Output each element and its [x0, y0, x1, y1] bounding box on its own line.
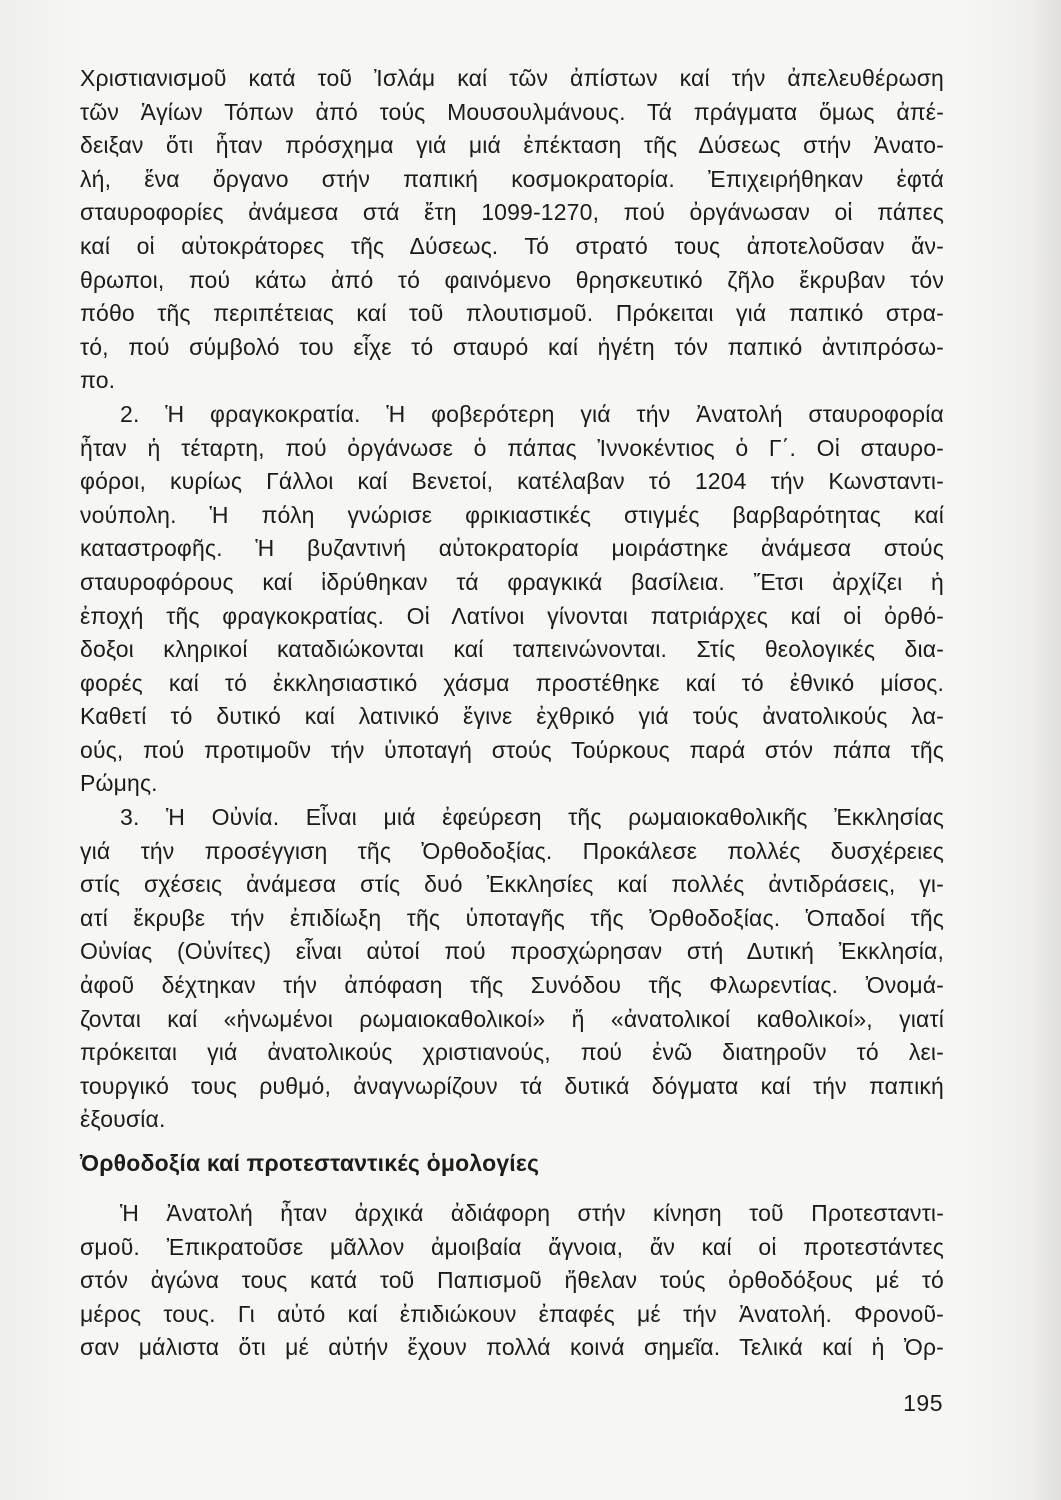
text-line: στόν ἀγώνα τους κατά τοῦ Παπισμοῦ ἤθελαν τούς ὀρθοδόξους μέ τό [80, 1267, 944, 1294]
text-line: σαν μάλιστα ὅτι μέ αὐτήν ἔχουν πολλά κοινά σημεῖα. Τελικά καί ἡ Ὀρ- [80, 1334, 944, 1361]
text-line: 2. Ἡ φραγκοκρατία. Ἡ φοβερότερη γιά τήν Ἀνατολή σταυροφορία [120, 400, 944, 427]
text-line: σμοῦ. Ἐπικρατοῦσε μᾶλλον ἀμοιβαία ἄγνοια, ἄν καί οἱ προτεστάντες [80, 1233, 944, 1260]
text-line: πο. [80, 367, 116, 394]
text-line: θρωποι, πού κάτω ἀπό τό φαινόμενο θρησκευτικό ζῆλο ἔκρυβαν τόν [80, 266, 944, 293]
text-line: σταυροφορίες ἀνάμεσα στά ἔτη 1099-1270, πού ὀργάνωσαν οἱ πάπες [80, 199, 944, 226]
text-line: καταστροφῆς. Ἡ βυζαντινή αὐτοκρατορία μοιράστηκε ἀνάμεσα στούς [80, 535, 944, 562]
text-line: στίς σχέσεις ἀνάμεσα στίς δυό Ἐκκλησίες καί πολλές ἀντιδράσεις, γι- [80, 871, 944, 898]
text-line: καί οἱ αὐτοκράτορες τῆς Δύσεως. Τό στρατό τους ἀποτελοῦσαν ἄν- [80, 232, 944, 259]
text-line: Χριστιανισμοῦ κατά τοῦ Ἰσλάμ καί τῶν ἀπίστων καί τήν ἀπελευθέρωση [80, 65, 944, 91]
text-line: δοξοι κληρικοί καταδιώκονται καί ταπεινώνονται. Στίς θεολογικές δια- [80, 636, 944, 663]
section-heading: Ὀρθοδοξία καί προτεσταντικές ὁμολογίες [80, 1150, 540, 1176]
text-line: φόροι, κυρίως Γάλλοι καί Βενετοί, κατέλαβαν τό 1204 τήν Κωνσταντι- [80, 468, 944, 495]
text-line: τό, πού σύμβολό του εἶχε τό σταυρό καί ἡγέτη τόν παπικό ἀντιπρόσω- [80, 333, 944, 360]
text-line: ζονται καί «ἡνωμένοι ρωμαιοκαθολικοί» ἤ «ἀνατολικοί καθολικοί», γιατί [80, 1005, 944, 1032]
text-line: φορές καί τό ἐκκλησιαστικό χάσμα προστέθηκε καί τό ἐθνικό μίσος. [80, 669, 944, 696]
body-text-section-2 [80, 1197, 944, 1365]
text-line: Ἡ Ἀνατολή ἦταν ἀρχικά ἀδιάφορη στήν κίνηση τοῦ Προτεσταντι- [120, 1200, 944, 1226]
text-line: ούς, πού προτιμοῦν τήν ὑποταγή στούς Τούρκους παρά στόν πάπα τῆς [80, 736, 944, 763]
body-text-section-1 [80, 62, 944, 1137]
text-line: πρόκειται γιά ἀνατολικούς χριστιανούς, πού ἐνῶ διατηροῦν τό λει- [80, 1039, 944, 1066]
text-line: ἀφοῦ δέχτηκαν τήν ἀπόφαση τῆς Συνόδου τῆς Φλωρεντίας. Ὀνομά- [80, 972, 944, 999]
text-line: 3. Ἡ Οὐνία. Εἶναι μιά ἐφεύρεση τῆς ρωμαιοκαθολικῆς Ἐκκλησίας [120, 804, 944, 831]
text-line: Οὐνίας (Οὐνίτες) εἶναι αὐτοί πού προσχώρησαν στή Δυτική Ἐκκλησία, [80, 938, 944, 965]
text-line: μέρος τους. Γι αὐτό καί ἐπιδιώκουν ἐπαφές μέ τήν Ἀνατολή. Φρονοῦ- [80, 1300, 944, 1327]
text-line: ἐποχή τῆς φραγκοκρατίας. Οἱ Λατίνοι γίνονται πατριάρχες καί οἱ ὀρθό- [80, 602, 944, 629]
text-line: σταυροφόρους καί ἱδρύθηκαν τά φραγκικά βασίλεια. Ἔτσι ἀρχίζει ἡ [80, 568, 944, 595]
text-line: πόθο τῆς περιπέτειας καί τοῦ πλουτισμοῦ. Πρόκειται γιά παπικό στρα- [80, 300, 944, 327]
page-edge-shadow [1031, 0, 1061, 1500]
text-line: τουργικό τους ρυθμό, ἀναγνωρίζουν τά δυτικά δόγματα καί τήν παπική [80, 1072, 944, 1099]
text-line: ἦταν ἡ τέταρτη, πού ὀργάνωσε ὁ πάπας Ἰννοκέντιος ὁ Γ΄. Οἱ σταυρο- [80, 434, 944, 461]
text-line: δειξαν ὅτι ἦταν πρόσχημα γιά μιά ἐπέκταση τῆς Δύσεως στήν Ἀνατο- [80, 132, 944, 159]
text-line: γιά τήν προσέγγιση τῆς Ὀρθοδοξίας. Προκάλεσε πολλές δυσχέρειες [80, 837, 944, 864]
text-line: ἐξουσία. [80, 1106, 166, 1133]
text-line: νούπολη. Ἡ πόλη γνώρισε φρικιαστικές στιγμές βαρβαρότητας καί [80, 501, 944, 528]
text-line: Καθετί τό δυτικό καί λατινικό ἔγινε ἐχθρικό γιά τούς ἀνατολικούς λα- [80, 703, 944, 730]
text-line: ατί ἔκρυβε τήν ἐπιδίωξη τῆς ὑποταγῆς τῆς Ὀρθοδοξίας. Ὁπαδοί τῆς [80, 904, 944, 931]
text-line: λή, ἕνα ὄργανο στήν παπική κοσμοκρατορία. Ἐπιχειρήθηκαν ἑφτά [80, 165, 944, 192]
text-line: τῶν Ἁγίων Τόπων ἀπό τούς Μουσουλμάνους. Τά πράγματα ὅμως ἀπέ- [80, 98, 944, 125]
page-number: 195 [903, 1390, 943, 1416]
text-line: Ρώμης. [80, 770, 158, 797]
